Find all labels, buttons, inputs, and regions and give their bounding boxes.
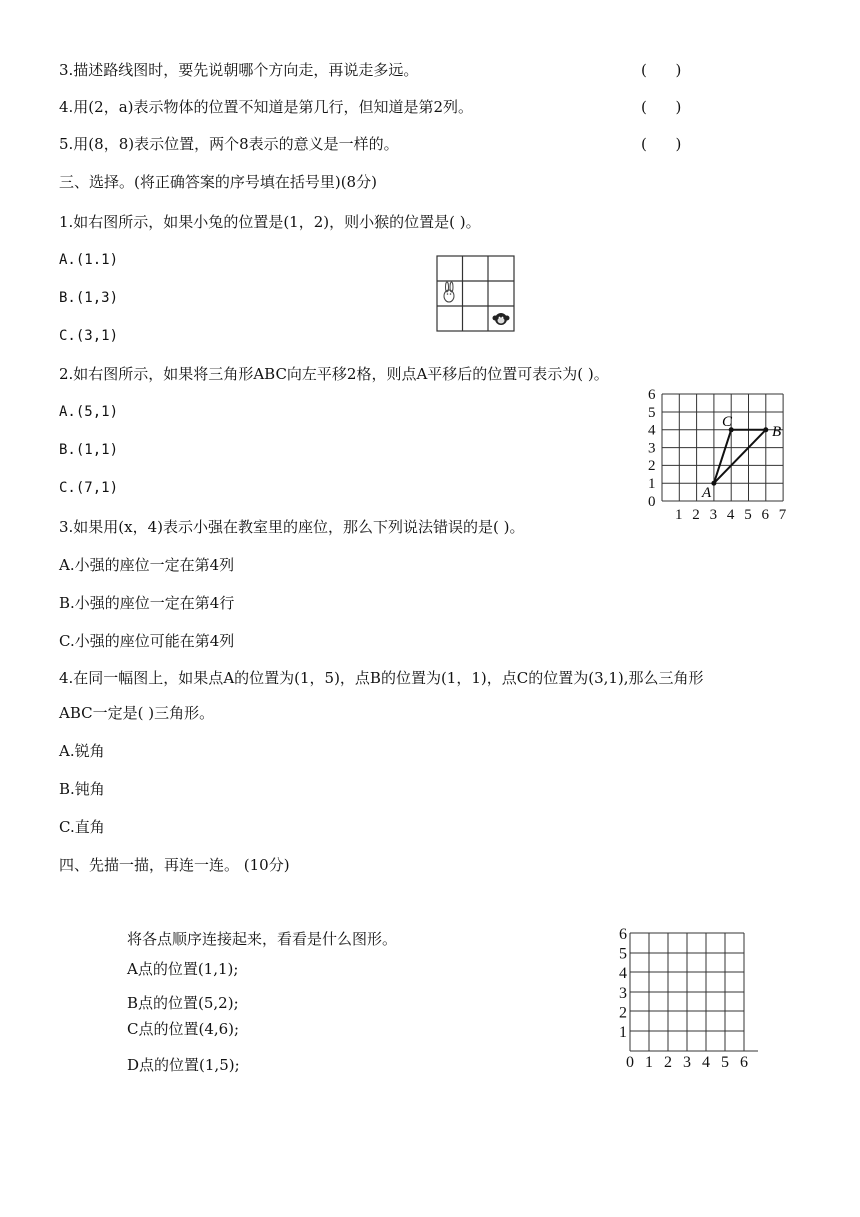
fig3-x-tick-1: 1 — [645, 1054, 653, 1071]
choice-q3-stem: 3.如果用(x，4)表示小强在教室里的座位，那么下列说法错误的是( )。 — [59, 518, 525, 536]
fig2-y-tick-1: 1 — [648, 476, 656, 492]
choice-q2-option-b[interactable]: B.(1,1) — [59, 442, 119, 458]
answer-blank-q5[interactable]: ( ) — [641, 135, 682, 153]
fig3-y-tick-4: 4 — [619, 965, 627, 983]
choice-q3-option-a[interactable]: A.小强的座位一定在第4列 — [59, 556, 235, 574]
choice-q4-option-a[interactable]: A.锐角 — [59, 742, 105, 760]
choice-q1-stem: 1.如右图所示，如果小兔的位置是(1，2)，则小猴的位置是( )。 — [59, 213, 481, 231]
judge-q3: 3.描述路线图时，要先说朝哪个方向走，再说走多远。 — [59, 61, 419, 79]
point-b-dot — [763, 427, 768, 432]
choice-q3-option-b[interactable]: B.小强的座位一定在第4行 — [59, 594, 235, 612]
point-c-label: C — [722, 414, 733, 430]
judge-q5: 5.用(8，8)表示位置，两个8表示的意义是一样的。 — [59, 135, 399, 153]
fig3-x-tick-2: 2 — [664, 1054, 672, 1071]
fig2-x-tick-1: 1 — [675, 507, 683, 523]
choice-q1-option-a[interactable]: A.(1.1) — [59, 252, 119, 268]
fig3-x-tick-6: 6 — [740, 1054, 748, 1071]
plotting-grid-figure[interactable] — [610, 924, 762, 1072]
point-a-label: A — [702, 485, 712, 501]
choice-q3-option-c[interactable]: C.小强的座位可能在第4列 — [59, 632, 235, 650]
point-b-label: B — [772, 424, 782, 440]
answer-blank-q4[interactable]: ( ) — [641, 98, 682, 116]
fig2-x-tick-4: 4 — [726, 507, 735, 523]
fig3-x-tick-4: 4 — [702, 1054, 710, 1071]
fig3-y-tick-2: 2 — [619, 1004, 627, 1022]
fig3-x-tick-3: 3 — [683, 1054, 691, 1071]
choice-q4-stem-line1: 4.在同一幅图上，如果点A的位置为(1，5)，点B的位置为(1，1)，点C的位置为(3,1),那么三角形 — [59, 669, 704, 687]
choice-q4-option-c[interactable]: C.直角 — [59, 818, 105, 836]
triangle-abc-grid-figure — [646, 388, 792, 524]
fig2-y-tick-6: 6 — [648, 388, 656, 403]
section-4-title: 四、先描一描，再连一连。 (10分) — [59, 856, 290, 874]
fig2-x-tick-7: 7 — [778, 507, 787, 523]
point-a-dot — [711, 481, 716, 486]
point-d-position: D点的位置(1,5); — [127, 1056, 240, 1074]
fig2-x-tick-6: 6 — [761, 507, 769, 523]
fig2-x-tick-3: 3 — [709, 507, 718, 523]
fig3-x-tick-5: 5 — [721, 1054, 729, 1071]
choice-q1-option-c[interactable]: C.(3,1) — [59, 328, 119, 344]
fig2-y-tick-2: 2 — [648, 458, 656, 475]
section-3-title: 三、选择。(将正确答案的序号填在括号里)(8分) — [59, 173, 377, 191]
choice-q4-stem-line2: ABC一定是( )三角形。 — [59, 704, 215, 722]
fig2-y-tick-4: 4 — [648, 422, 656, 439]
rabbit-monkey-grid-figure — [436, 255, 516, 333]
choice-q2-option-c[interactable]: C.(7,1) — [59, 480, 119, 496]
fig3-x-tick-0: 0 — [626, 1054, 634, 1071]
choice-q1-option-b[interactable]: B.(1,3) — [59, 290, 119, 306]
point-c-position: C点的位置(4,6); — [127, 1020, 240, 1038]
choice-q2-option-a[interactable]: A.(5,1) — [59, 404, 119, 420]
fig2-y-tick-5: 5 — [648, 404, 656, 421]
answer-blank-q3[interactable]: ( ) — [641, 61, 682, 79]
point-a-position: A点的位置(1,1); — [127, 960, 239, 978]
fig2-y-tick-0: 0 — [648, 493, 656, 510]
fig3-y-tick-6: 6 — [619, 926, 627, 943]
monkey-icon — [493, 313, 510, 325]
point-b-position: B点的位置(5,2); — [127, 994, 239, 1012]
choice-q4-option-b[interactable]: B.钝角 — [59, 780, 105, 798]
judge-q4: 4.用(2，a)表示物体的位置不知道是第几行，但知道是第2列。 — [59, 98, 474, 116]
section-4-intro: 将各点顺序连接起来，看看是什么图形。 — [127, 930, 398, 948]
fig3-y-tick-5: 5 — [619, 945, 627, 963]
fig2-x-tick-2: 2 — [692, 507, 700, 523]
fig3-y-tick-3: 3 — [619, 984, 627, 1002]
rabbit-icon — [444, 282, 454, 302]
fig3-y-tick-1: 1 — [619, 1024, 627, 1041]
choice-q2-stem: 2.如右图所示，如果将三角形ABC向左平移2格，则点A平移后的位置可表示为( )。 — [59, 365, 609, 383]
fig2-x-tick-5: 5 — [744, 507, 752, 523]
fig2-y-tick-3: 3 — [648, 440, 656, 457]
triangle-abc — [714, 430, 766, 483]
